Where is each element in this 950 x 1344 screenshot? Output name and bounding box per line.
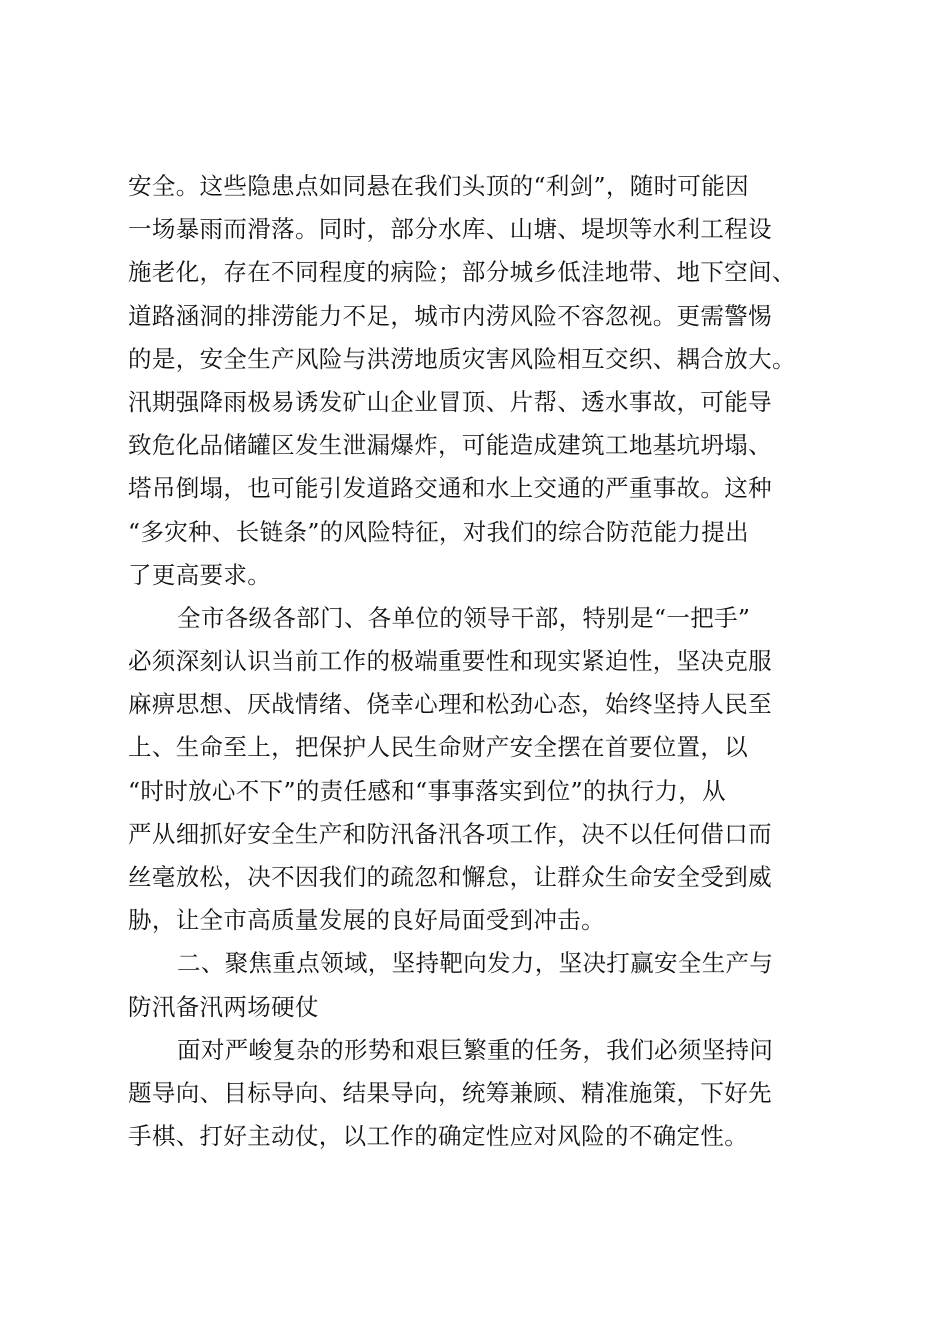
heading-line: 二、聚焦重点领域，坚持靶向发力，坚决打赢安全生产与 <box>177 949 774 978</box>
text-line: 致危化品储罐区发生泄漏爆炸，可能造成建筑工地基坑坍塌、 <box>128 431 772 460</box>
text-line: 严从细抓好安全生产和防汛备汛各项工作，决不以任何借口而 <box>128 819 772 848</box>
text-line: 麻痹思想、厌战情绪、侥幸心理和松劲心态，始终坚持人民至 <box>128 690 772 719</box>
text-line: 全市各级各部门、各单位的领导干部，特别是“一把手” <box>177 603 751 632</box>
section-heading-2 <box>128 942 848 1028</box>
text-line: 丝毫放松，决不因我们的疏忽和懈怠，让群众生命安全受到威 <box>128 863 772 891</box>
text-line: 安全。这些隐患点如同悬在我们头顶的“利剑”，随时可能因 <box>128 172 749 200</box>
text-line: “多灾种、长链条”的风险特征，对我们的综合防范能力提出 <box>128 517 749 546</box>
document-body <box>128 165 848 1158</box>
text-line: 的是，安全生产风险与洪涝地质灾害风险相互交织、耦合放大。 <box>128 344 796 373</box>
paragraph-2 <box>128 597 848 943</box>
text-line: 面对严峻复杂的形势和艰巨繁重的任务，我们必须坚持问 <box>177 1035 774 1064</box>
text-line: 汛期强降雨极易诱发矿山企业冒顶、片帮、透水事故，可能导 <box>128 387 772 416</box>
text-line: 一场暴雨而滑落。同时，部分水库、山塘、堤坝等水利工程设 <box>128 215 772 244</box>
text-line: 施老化，存在不同程度的病险；部分城乡低洼地带、地下空间、 <box>128 258 796 287</box>
text-line: 塔吊倒塌，也可能引发道路交通和水上交通的严重事故。这种 <box>128 474 772 503</box>
text-line: 了更高要求。 <box>128 560 272 589</box>
text-line: 必须深刻认识当前工作的极端重要性和现实紧迫性，坚决克服 <box>128 647 772 676</box>
text-line: 道路涵洞的排涝能力不足，城市内涝风险不容忽视。更需警惕 <box>128 301 772 330</box>
paragraph-1 <box>128 165 848 597</box>
heading-line: 防汛备汛两场硬仗 <box>128 992 319 1021</box>
paragraph-3 <box>128 1029 848 1159</box>
text-line: 手棋、打好主动仗，以工作的确定性应对风险的不确定性。 <box>128 1122 749 1151</box>
text-line: 上、生命至上，把保护人民生命财产安全摆在首要位置，以 <box>128 733 749 762</box>
text-line: 题导向、目标导向、结果导向，统筹兼顾、精准施策，下好先 <box>128 1078 772 1107</box>
text-line: “时时放心不下”的责任感和“事事落实到位”的执行力，从 <box>128 776 727 805</box>
text-line: 胁，让全市高质量发展的良好局面受到冲击。 <box>128 906 605 935</box>
